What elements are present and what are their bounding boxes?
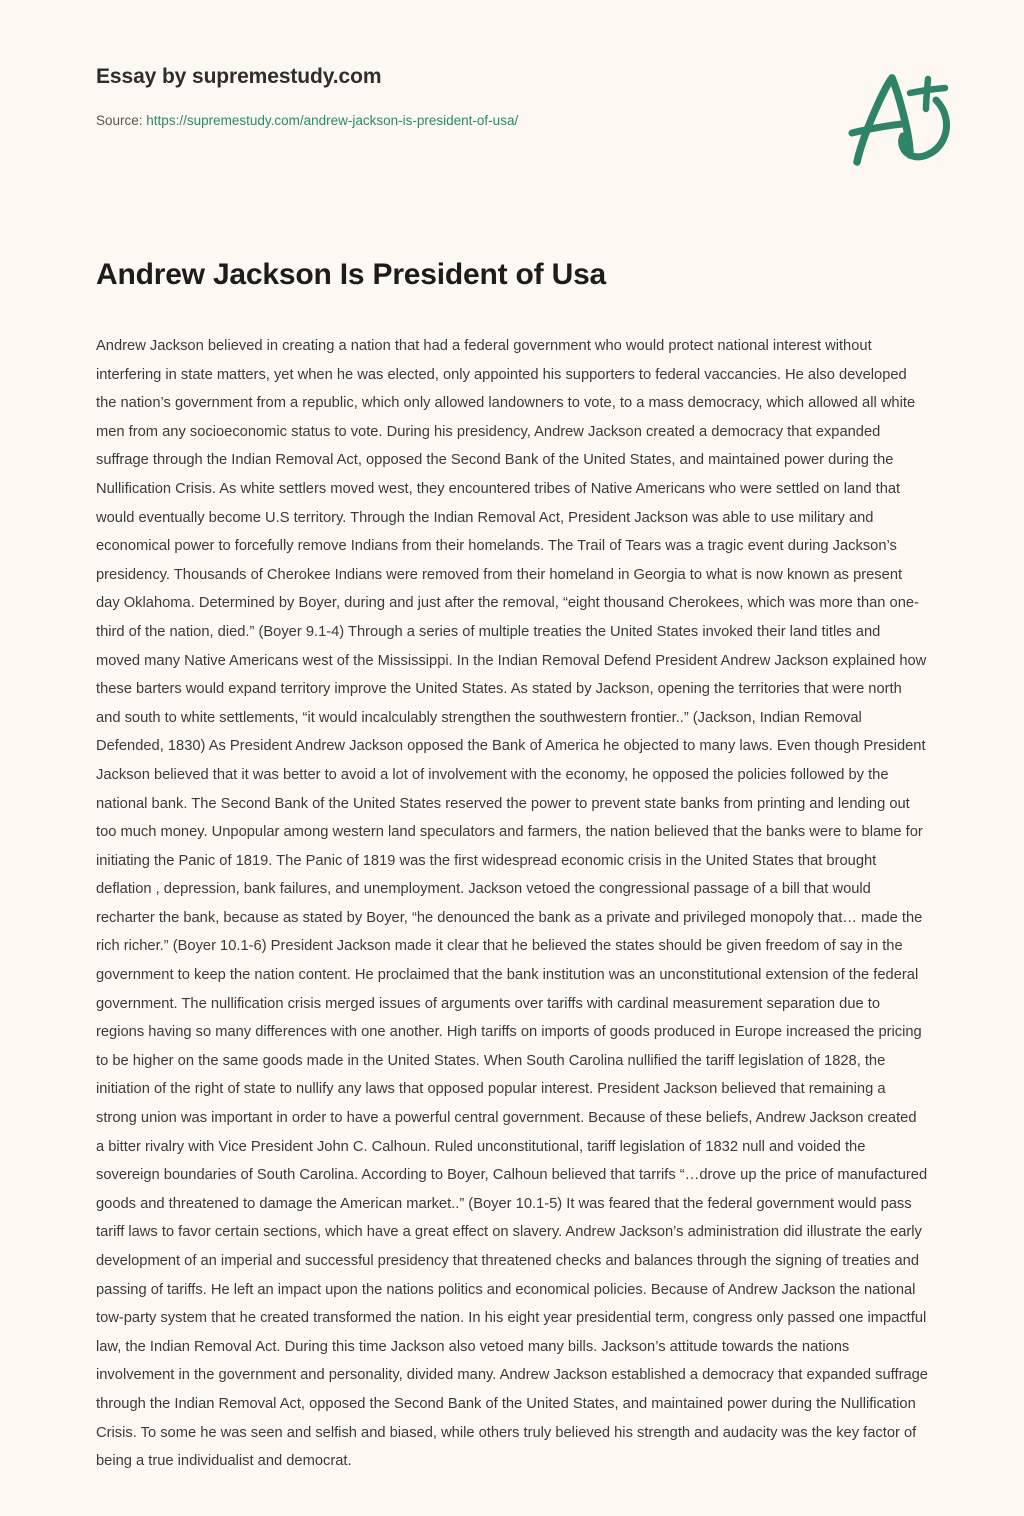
document-header [0, 0, 1024, 200]
brand-title: Essay by supremestudy.com [96, 65, 382, 88]
article-body: Andrew Jackson believed in creating a nation that had a federal government who would protect national interest without interfering in state matters, yet when he was elected, only appointed his supporters to federal vaccancies. He also developed the nation’s government from a republic, which only allowed landowners to vote, to a mass democracy, which allowed all white men from any socioeconomic status to vote. During his presidency, Andrew Jackson created a democracy that expanded suffrage through the Indian Removal Act, opposed the Second Bank of the United States, and maintained power during the Nullification Crisis. As white settlers moved west, they encountered tribes of Native Americans who were settled on land that would eventually become U.S territory. Through the Indian Removal Act, President Jackson was able to use military and economical power to forcefully remove Indians from their homelands. The Trail of Tears was a tragic event during Jackson’s presidency. Thousands of Cherokee Indians were removed from their homeland in Georgia to what is now known as present day Oklahoma. Determined by Boyer, during and just after the removal, “eight thousand Cherokees, which was more than one-third of the nation, died.” (Boyer 9.1-4) Through a series of multiple treaties the United States invoked their land titles and moved many Native Americans west of the Mississippi. In the Indian Removal Defend President Andrew Jackson explained how these barters would expand territory improve the United States. As stated by Jackson, opening the territories that were north and south to white settlements, “it would incalculably strengthen the southwestern frontier..” (Jackson, Indian Removal Defended, 1830) As President Andrew Jackson opposed the Bank of America he objected to many laws. Even though President Jackson believed that it was better to avoid a lot of involvement with the economy, he opposed the policies followed by the national bank. The Second Bank of the United States reserved the power to prevent state banks from printing and lending out too much money. Unpopular among western land speculators and farmers, the nation believed that the banks were to blame for initiating the Panic of 1819. The Panic of 1819 was the first widespread economic crisis in the United States that brought deflation , depression, bank failures, and unemployment. Jackson vetoed the congressional passage of a bill that would recharter the bank, because as stated by Boyer, “he denounced the bank as a private and privileged monopoly that… made the rich richer.” (Boyer 10.1-6) President Jackson made it clear that he believed the states should be given freedom of say in the government to keep the nation content. He proclaimed that the bank institution was an unconstitutional extension of the federal government. The nullification crisis merged issues of arguments over tariffs with cardinal measurement separation due to regions having so many differences with one another. High tariffs on imports of goods produced in Europe increased the pricing to be higher on the same goods made in the United States. When South Carolina nullified the tariff legislation of 1828, the initiation of the right of state to nullify any laws that opposed popular interest. President Jackson believed that remaining a strong union was important in order to have a powerful central government. Because of these beliefs, Andrew Jackson created a bitter rivalry with Vice President John C. Calhoun. Ruled unconstitutional, tariff legislation of 1832 null and voided the sovereign boundaries of South Carolina. According to Boyer, Calhoun believed that tarrifs “…drove up the price of manufactured goods and threatened to damage the American market..” (Boyer 10.1-5) It was feared that the federal government would pass tariff laws to favor certain sections, which have a great effect on slavery. Andrew Jackson’s administration did illustrate the early development of an imperial and successful presidency that threatened checks and balances through the signing of treaties and passing of tariffs. He left an impact upon the nations politics and economical policies. Because of Andrew Jackson the national tow-party system that he created transformed the nation. In his eight year presidential term, congress only passed one impactful law, the Indian Removal Act. During this time Jackson also vetoed many bills. Jackson’s attitude towards the nations involvement in the government and personality, divided many. Andrew Jackson established a democracy that expanded suffrage through the Indian Removal Act, opposed the Second Bank of the United States, and maintained power during the Nullification Crisis. To some he was seen and selfish and biased, while others truly believed his strength and audacity was the key factor of being a true individualist and democrat. [96, 338, 928, 1470]
source-line [96, 112, 928, 130]
article-container [0, 256, 1024, 1516]
a-plus-logo-icon [840, 60, 960, 172]
source-url-link[interactable]: https://supremestudy.com/andrew-jackson-is-president-of-usa/ [146, 113, 519, 128]
source-label: Source: [96, 113, 143, 128]
page-title: Andrew Jackson Is President of Usa [96, 258, 607, 291]
